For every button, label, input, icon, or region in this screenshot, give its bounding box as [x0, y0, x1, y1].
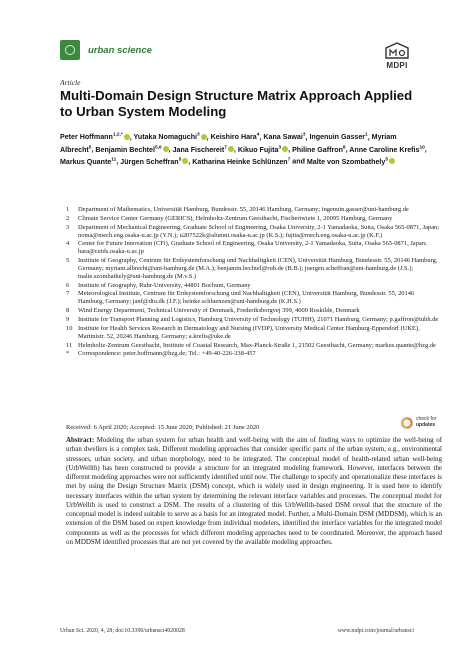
journal-name: urban science — [88, 44, 152, 56]
author-affiliation-number: 7 — [287, 157, 291, 163]
affiliation-number: 11 — [66, 341, 73, 349]
affiliation-number: 3 — [66, 223, 70, 231]
author-affiliation-number: 7 — [224, 145, 227, 151]
affiliation-item — [66, 240, 440, 256]
affiliation-number: 6 — [66, 281, 70, 289]
author-affiliation-number: 5 — [88, 145, 92, 151]
journal-brand[interactable] — [60, 40, 152, 60]
author-name: Katharina Heinke Schlünzen — [192, 157, 288, 166]
author-affiliation-number: 5,6 — [154, 145, 162, 151]
affiliation-text: Wind Energy Department, Technical University of Denmark, Frederiksborgvej 399, 4000 Roskilde, Denmark — [78, 307, 360, 315]
article-type: Article — [60, 78, 81, 87]
author-name: Anne Caroline Krefis — [349, 145, 420, 154]
affiliation-number: 8 — [66, 307, 70, 315]
author-list: Peter Hoffmann$^{1,2,*}$ , Yutaka Nomaguchi$^3$ , Keishiro Hara$^4$, Kana Sawai$^3$, Ingenuin Gasser$^1$, Myriam Albrecht$^5$, Benjamin Bechtel$^{5,6}$ , Jana Fischereit$^7$ , Kikuo Fujita$^3$ , Philine Gaffron$^8$, Anne Caroline Krefis$^{10}$, Markus Quante$^{11}$, Jürgen Scheffran$^5$ , Katharina Heinke Schlünzen$^7$ and Malte von Szombathely$^5$ — [60, 133, 427, 166]
author-name: Kikuo Fujita — [237, 145, 279, 154]
author-name: Kana Sawai — [263, 133, 303, 142]
affiliation-number: 5 — [66, 257, 70, 265]
affiliation-list — [66, 206, 440, 359]
affiliation-text: Institute for Health Services Research in Dermatology and Nursing (IVDP), University Medical Center Hamburg-Eppendorf (UKE), Martinistr. 52, 20246 Hamburg, Germany; a.krefis@uke.de — [78, 324, 420, 340]
author-affiliation-number: 3 — [278, 145, 282, 151]
author-affiliation-number: 4 — [256, 133, 260, 138]
affiliation-number: 7 — [66, 290, 70, 298]
affiliation-item — [66, 350, 440, 358]
orcid-icon[interactable] — [389, 158, 395, 164]
affiliation-text: Climate Service Center Germany (GERICS), Helmholtz-Zentrum Geesthacht, Fischertwiete 1, 20095 Hamburg, Germany — [78, 214, 393, 222]
author-name: Peter Hoffmann — [60, 133, 113, 142]
affiliation-item — [66, 282, 440, 290]
author-affiliation-number: 8 — [342, 145, 346, 151]
abstract-label: Abstract: — [66, 436, 95, 444]
affiliation-item — [66, 307, 440, 315]
affiliation-number: 1 — [66, 206, 70, 213]
author[interactable] — [192, 158, 290, 166]
affiliation-text: Institute of Geography, Centrum für Erdsystemforschung und Nachhaltigkeit (CEN), Universität Hamburg, Bundesstr. 55, 20146 Hamburg, Germany; myriam.albrecht@uni-hamburg.de (M.A.); benjamin.bechtel@rub.de (B.B.); juergen.scheffran@uni-hamburg.de (J.S.); malte.szombathely@uni-hamburg.de (M.v.S.) — [78, 257, 438, 280]
author-name: Myriam Albrecht — [60, 133, 397, 154]
footer-citation: Urban Sci. 2020, 4, 28; doi:10.3390/urbansci4020028 — [60, 628, 185, 634]
author-name: Benjamin Bechtel — [95, 145, 155, 154]
author[interactable] — [60, 133, 130, 141]
author[interactable] — [307, 158, 395, 166]
affiliation-item — [66, 316, 440, 324]
author-name: Keishiro Hara — [210, 133, 257, 142]
publisher-logo[interactable] — [384, 42, 410, 70]
affiliation-text: Institute of Geography, Ruhr-University, 44801 Bochum, Germany — [78, 281, 251, 289]
author-affiliation-number: 10 — [419, 145, 425, 151]
affiliation-text: Institute for Transport Planning and Logistics, Hamburg University of Technology (TUHH), 21071 Hamburg, Germany; p.gaffron@tuhh.de — [78, 315, 439, 323]
orcid-icon[interactable] — [163, 146, 169, 152]
affiliation-item — [66, 342, 440, 350]
author-name: Yutaka Nomaguchi — [133, 133, 197, 142]
author[interactable] — [120, 158, 188, 166]
author-name: Markus Quante — [60, 157, 112, 166]
check-line-2: updates — [416, 422, 436, 428]
affiliation-item — [66, 224, 440, 240]
affiliation-item — [66, 325, 440, 341]
author-affiliation-number: 3 — [197, 133, 200, 138]
author[interactable] — [263, 133, 305, 141]
orcid-icon[interactable] — [282, 146, 288, 152]
author[interactable] — [309, 133, 367, 141]
affiliation-number: 10 — [66, 324, 73, 332]
author-affiliation-number: 11 — [111, 157, 117, 163]
affiliation-item — [66, 290, 440, 306]
check-line-1: check for — [416, 416, 437, 423]
author[interactable] — [349, 146, 425, 154]
orcid-icon[interactable] — [228, 146, 234, 152]
author[interactable] — [292, 146, 346, 154]
affiliation-number: * — [66, 350, 70, 358]
author[interactable] — [95, 146, 168, 154]
footer-url[interactable]: www.mdpi.com/journal/urbansci — [337, 628, 414, 634]
affiliation-text: Center for Future Innovation (CFi), Graduate School of Engineering, Osaka University, 2-1 Yamadaoka, Suita, Osaka 565-0871, Japan; hara@ceids.osaka-u.ac.jp — [78, 240, 427, 256]
orcid-icon[interactable] — [201, 134, 207, 140]
author[interactable] — [211, 133, 260, 141]
author-affiliation-number: 3 — [302, 133, 306, 138]
affiliation-text: Correspondence: peter.hoffmann@hzg.de; Tel.: +49-40-226-338-457 — [78, 350, 256, 358]
author-affiliation-number: 5 — [385, 157, 389, 163]
affiliation-item — [66, 206, 440, 214]
abstract — [66, 436, 442, 547]
affiliation-text: Helmholtz-Zentrum Geesthacht, Institute of Coastal Research, Max-Planck-Straße 1, 21502 Geesthacht, Germany; markus.quante@hzg.de — [78, 341, 436, 349]
author[interactable] — [134, 133, 207, 141]
author-affiliation-number: 1 — [365, 133, 368, 138]
affiliation-number: 2 — [66, 214, 70, 222]
affiliation-text: Department of Mathematics, Universität Hamburg, Bundesstr. 55, 20146 Hamburg, Germany; ingenuin.gasser@uni-hamburg.de — [78, 206, 409, 213]
article-title: Multi-Domain Design Structure Matrix Approach Applied to Urban System Modeling — [60, 88, 413, 119]
author[interactable] — [173, 146, 234, 154]
check-for-updates-badge[interactable] — [400, 416, 436, 430]
orcid-icon[interactable] — [124, 134, 130, 140]
author-name: Jürgen Scheffran — [120, 157, 179, 166]
affiliation-number: 4 — [66, 240, 70, 248]
author-affiliation-number: 1,2,* — [112, 133, 123, 138]
affiliation-text: Meteorological Institute, Centrum für Erdsystemforschung und Nachhaltigkeit (CEN), Universität Hamburg, Bundesstr. 55, 20146 Hamburg, Germany; janf@dtu.dk (J.F.); heinke.schluenzen@uni-hamburg.de (K.H.S.) — [78, 290, 415, 306]
check-for-updates-icon — [400, 416, 414, 430]
journal-logo-icon — [60, 40, 80, 60]
author-affiliation-number: 5 — [178, 157, 182, 163]
orcid-icon[interactable] — [182, 158, 188, 164]
mdpi-logo-icon — [384, 42, 410, 60]
publisher-name: MDPI — [386, 61, 408, 70]
affiliation-number: 9 — [66, 315, 70, 323]
author[interactable] — [60, 158, 116, 166]
author-name: Philine Gaffron — [292, 145, 343, 154]
author-name: Ingenuin Gasser — [309, 133, 366, 142]
publication-dates: Received: 6 April 2020; Accepted: 15 June 2020; Published: 21 June 2020 — [66, 424, 260, 431]
author-name: Malte von Szombathely — [306, 157, 386, 166]
author[interactable] — [238, 146, 288, 154]
affiliation-item — [66, 215, 440, 223]
author-name: Jana Fischereit — [172, 145, 225, 154]
abstract-text: Modeling the urban system for urban health and well-being with the aim of finding ways to optimize the well-being of urban dwellers is a complex task. Different modeling approaches that consider specific parts of the urban system, e.g., environmental stressors, urban society, and urban morphology, need to be integrated. The conceptual model of health-related urban well-being (UrbWellth) has been constructed to provide a structure for an integrated modeling framework. However, interfaces between the different modeling approaches were not sufficiently identified until now. The challenge to specify and operationalize these interfaces is met by using the Design Structure Matrix (DSM) concept, which is widely used in design engineering. It is used here to identify necessary interfaces within the urban system by determining the relevant interface variables and processes. The conceptual model for UrbWellth is used to construct a DSM. The results of a clustering of this UrbWellth-based DSM reveal that the structure of the conceptual model is indeed suitable to serve as a basis for an integrated model. Further, a Multi-Domain DSM (MDDSM), which is an extension of the DSM based on expert knowledge from individual modelers, identified the interface variables for the integrated model components as well as the processes for which different modeling approaches need to be coordinated. Moreover, the approach based on MDDSM identified processes that are not yet covered by the available modeling approaches. — [66, 436, 443, 546]
affiliation-text: Department of Mechanical Engineering, Graduate School of Engineering, Osaka University, 2-1 Yamadaoka, Suita, Osaka 565-0871, Japan; noma@mech.eng.osaka-u.ac.jp (Y.N.); u207522k@alumni.osaka-u.ac.jp (K.S.); fujita@mech.eng.osaka-u.ac.jp (K.F.) — [78, 223, 440, 239]
affiliation-item — [66, 257, 440, 281]
